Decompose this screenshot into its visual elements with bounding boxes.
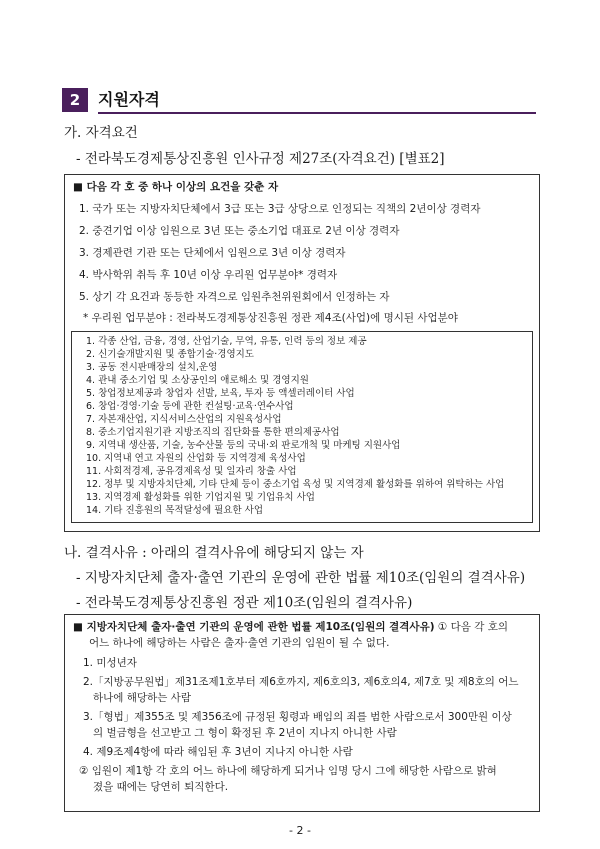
business-item: 2. 신기술개발지원 및 종합기술·경영지도 xyxy=(86,349,254,360)
disqualification-heading: 나. 결격사유 : 아래의 결격사유에 해당되지 않는 자 xyxy=(64,545,364,561)
disqualification-item: ② 임원이 제1항 각 호의 어느 하나에 해당하게 되거나 임명 당시 그에 해당한 사람으로 밝혀 xyxy=(79,765,497,777)
disqualification-item: 3.「형법」제355조 및 제356조에 규정된 횡령과 배임의 죄를 범한 사람으로서 300만원 이상 xyxy=(83,711,512,723)
disqualification-item: 하나에 해당하는 사람 xyxy=(93,692,191,704)
qualification-box-title: ■ 다음 각 호 중 하나 이상의 요건을 갖춘 자 xyxy=(73,181,279,193)
business-item: 12. 정부 및 지방자치단체, 기타 단체 등이 중소기업 육성 및 지역경제 활성화를 위하여 위탁하는 사업 xyxy=(86,479,505,490)
business-note: * 우리원 업무분야 : 전라북도경제통상진흥원 정관 제4조(사업)에 명시된 사업분야 xyxy=(83,312,458,324)
section-header xyxy=(62,86,536,114)
business-item: 3. 공동 전시판매장의 설치,운영 xyxy=(86,362,218,373)
qualification-heading: 가. 자격요건 xyxy=(64,125,138,141)
business-item: 1. 각종 산업, 금융, 경영, 산업기술, 무역, 유통, 인력 등의 정보 제공 xyxy=(86,336,367,347)
disqualification-sub-2: - 전라북도경제통상진흥원 정관 제10조(임원의 결격사유) xyxy=(76,595,413,611)
disqualification-item: 1. 미성년자 xyxy=(83,657,137,669)
business-item: 8. 중소기업지원기관 지방조직의 집단화를 통한 편의제공사업 xyxy=(86,427,340,438)
business-list-box xyxy=(71,331,533,523)
business-item: 10. 지역내 연고 자원의 산업화 등 지역경제 육성사업 xyxy=(86,453,306,464)
disqualification-item: 4. 제9조제4항에 따라 해임된 후 3년이 지나지 아니한 사람 xyxy=(83,746,353,758)
disqualification-box xyxy=(64,614,540,812)
section-number: 2 xyxy=(62,88,88,112)
business-item: 6. 창업·경영·기술 등에 관한 컨설팅·교육·연수사업 xyxy=(86,401,294,412)
disqualification-box-title: ■ 지방자치단체 출자·출연 기관의 운영에 관한 법률 제10조(임원의 결격사유) xyxy=(73,621,435,633)
qualification-item: 4. 박사학위 취득 후 10년 이상 우리원 업무분야* 경력자 xyxy=(79,269,338,281)
qualification-item: 1. 국가 또는 지방자치단체에서 3급 또는 3급 상당으로 인정되는 직책의 2년이상 경력자 xyxy=(79,203,481,215)
qualification-sub: - 전라북도경제통상진흥원 인사규정 제27조(자격요건) [별표2] xyxy=(76,151,445,167)
section-underline xyxy=(98,112,536,114)
business-item: 4. 관내 중소기업 및 소상공인의 애로해소 및 경영지원 xyxy=(86,375,309,386)
disqualification-item: 졌을 때에는 당연히 퇴직한다. xyxy=(93,781,229,793)
disqualification-box-line-2: 어느 하나에 해당하는 사람은 출자·출연 기관의 임원이 될 수 없다. xyxy=(89,637,390,649)
disqualification-box-title-cont: ① 다음 각 호의 xyxy=(434,621,508,633)
disqualification-item: 의 벌금형을 선고받고 그 형이 확정된 후 2년이 지나지 아니한 사람 xyxy=(93,727,397,739)
qualification-box xyxy=(64,174,540,532)
page-number: - 2 - xyxy=(289,824,311,837)
business-item: 13. 지역경제 활성화를 위한 기업지원 및 기업유치 사업 xyxy=(86,492,315,503)
business-item: 11. 사회적경제, 공유경제육성 및 일자리 창출 사업 xyxy=(86,466,297,477)
qualification-item: 3. 경제관련 기관 또는 단체에서 임원으로 3년 이상 경력자 xyxy=(79,247,346,259)
disqualification-box-title-line xyxy=(73,620,508,634)
business-item: 7. 자본재산업, 지식서비스산업의 지원육성사업 xyxy=(86,414,282,425)
qualification-item: 5. 상기 각 요건과 동등한 자격으로 임원추천위원회에서 인정하는 자 xyxy=(79,291,390,303)
business-item: 9. 지역내 생산품, 기술, 농수산물 등의 국내·외 판로개척 및 마케팅 지원사업 xyxy=(86,440,401,451)
business-item: 5. 창업정보제공과 창업자 선발, 보육, 투자 등 액셀러레이터 사업 xyxy=(86,388,355,399)
business-item: 14. 기타 진흥원의 목적달성에 필요한 사업 xyxy=(86,505,264,516)
disqualification-item: 2.「지방공무원법」제31조제1호부터 제6호까지, 제6호의3, 제6호의4, 제7호 및 제8호의 어느 xyxy=(83,676,519,688)
qualification-item: 2. 중견기업 이상 임원으로 3년 또는 중소기업 대표로 2년 이상 경력자 xyxy=(79,225,400,237)
disqualification-sub-1: - 지방자치단체 출자·출연 기관의 운영에 관한 법률 제10조(임원의 결격사유) xyxy=(76,570,526,586)
section-title: 지원자격 xyxy=(98,90,160,109)
